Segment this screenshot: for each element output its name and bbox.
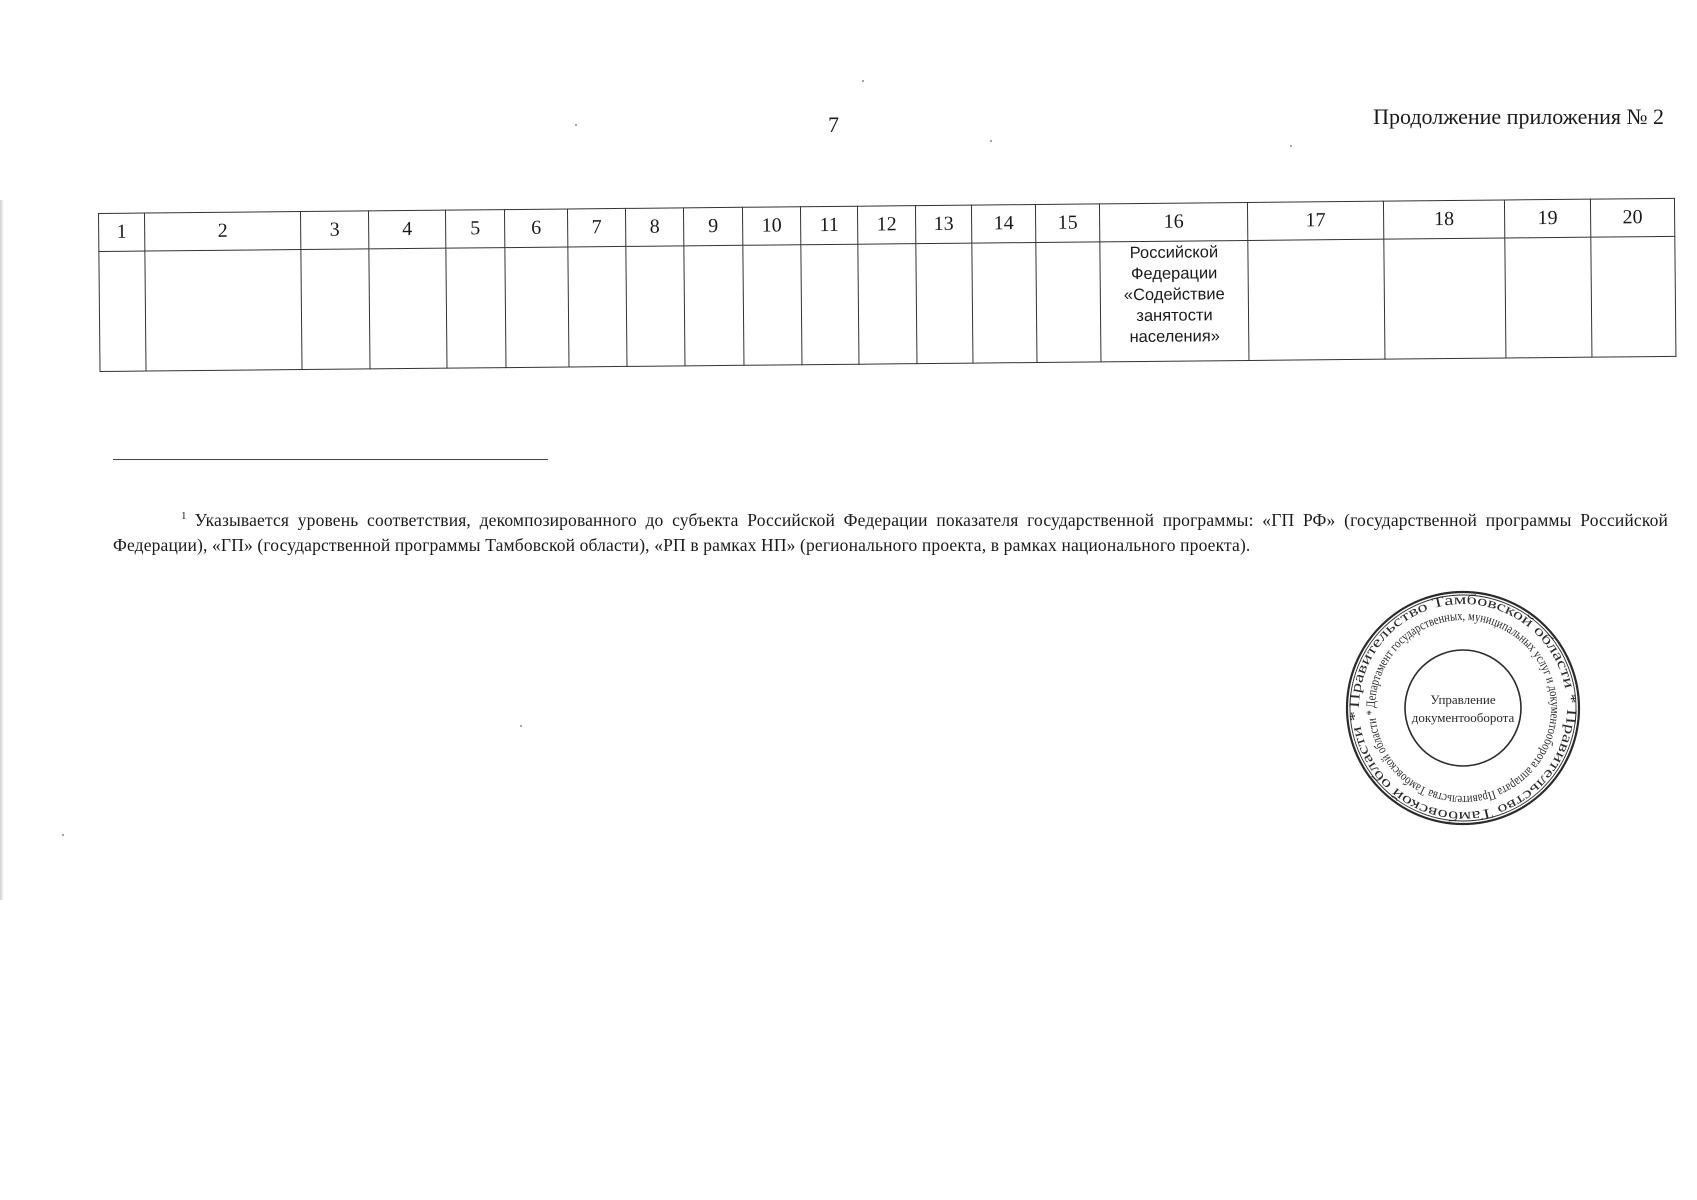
footnote-separator bbox=[113, 459, 548, 460]
scan-speck bbox=[520, 725, 522, 727]
column-header: 7 bbox=[567, 208, 625, 247]
column-header: 10 bbox=[742, 207, 800, 246]
table-cell bbox=[1591, 236, 1676, 357]
table-cell bbox=[1100, 240, 1249, 361]
column-header: 13 bbox=[915, 205, 971, 244]
column-header: 1 bbox=[99, 213, 145, 251]
scan-speck bbox=[1290, 145, 1292, 147]
official-stamp bbox=[1345, 590, 1581, 826]
column-header: 16 bbox=[1099, 202, 1247, 241]
stamp-center-line-1: Управление bbox=[1430, 692, 1496, 707]
footnote bbox=[113, 504, 1668, 558]
cell-line: «Содействие bbox=[1123, 285, 1225, 305]
cell-line: занятости bbox=[1136, 306, 1213, 326]
table-cell bbox=[301, 249, 370, 370]
column-header: 4 bbox=[368, 210, 445, 249]
table-cell bbox=[1036, 242, 1101, 363]
column-header: 5 bbox=[445, 210, 504, 249]
indicator-table bbox=[98, 198, 1676, 372]
table-cell bbox=[858, 244, 917, 365]
stamp-inner-border bbox=[1405, 650, 1521, 766]
table-cell bbox=[626, 246, 685, 367]
table-cell bbox=[505, 247, 569, 368]
cell-line: населения» bbox=[1129, 327, 1221, 347]
table-cell bbox=[743, 245, 802, 366]
stamp-inner-text: Департамент государственных, муниципальных услуг и документооборота аппарата Правительства Тамбовской области * bbox=[1362, 607, 1564, 809]
column-header: 11 bbox=[800, 206, 857, 245]
footnote-text: Указывается уровень соответствия, декомпозированного до субъекта Российской Федерации показателя государственной программы: «ГП РФ» (государственной программы Российской Федерации), «ГП» (государственной программы Тамбовской области), «РП в рамках НП» (регионального проекта, в рамках национального проекта). bbox=[113, 509, 1668, 555]
appendix-continuation-label: Продолжение приложения № 2 bbox=[1373, 104, 1664, 129]
scan-speck bbox=[62, 834, 64, 836]
column-header: 8 bbox=[625, 208, 683, 247]
table-cell bbox=[972, 242, 1037, 363]
table-cell bbox=[145, 250, 302, 371]
stamp-outer-text: Правительство Тамбовской области * Правительство Тамбовской области * bbox=[1346, 591, 1580, 825]
scan-speck bbox=[575, 124, 577, 126]
column-header: 6 bbox=[504, 209, 567, 248]
table-cell bbox=[446, 248, 506, 369]
column-header: 18 bbox=[1383, 200, 1504, 239]
footnote-marker: 1 bbox=[181, 509, 187, 522]
column-header: 2 bbox=[145, 212, 301, 251]
page-number: 7 bbox=[828, 112, 839, 137]
cell-line: Федерации bbox=[1130, 264, 1218, 284]
table-cell bbox=[684, 245, 744, 366]
cell-line: Российской bbox=[1129, 243, 1219, 263]
table-row bbox=[99, 236, 1676, 371]
table-cell bbox=[801, 244, 859, 365]
table-cell bbox=[568, 246, 627, 367]
column-header: 19 bbox=[1504, 199, 1590, 238]
scan-speck bbox=[990, 140, 992, 142]
scan-edge-shadow bbox=[0, 200, 4, 900]
column-header: 20 bbox=[1590, 198, 1674, 237]
column-header: 17 bbox=[1247, 201, 1383, 240]
table-cell bbox=[916, 243, 973, 364]
scan-speck bbox=[862, 80, 864, 82]
table-cell bbox=[99, 251, 146, 371]
column-header: 12 bbox=[857, 206, 915, 245]
table-cell bbox=[1384, 238, 1506, 359]
column-header: 15 bbox=[1035, 204, 1099, 243]
table-cell bbox=[369, 248, 447, 369]
column-header: 3 bbox=[300, 211, 368, 250]
stamp-center-line-2: документооборота bbox=[1411, 710, 1515, 725]
column-header: 14 bbox=[971, 205, 1035, 244]
indicator-table-container bbox=[98, 198, 1675, 372]
table-cell bbox=[1505, 237, 1592, 358]
table-cell bbox=[1248, 239, 1385, 360]
column-header: 9 bbox=[683, 207, 742, 246]
